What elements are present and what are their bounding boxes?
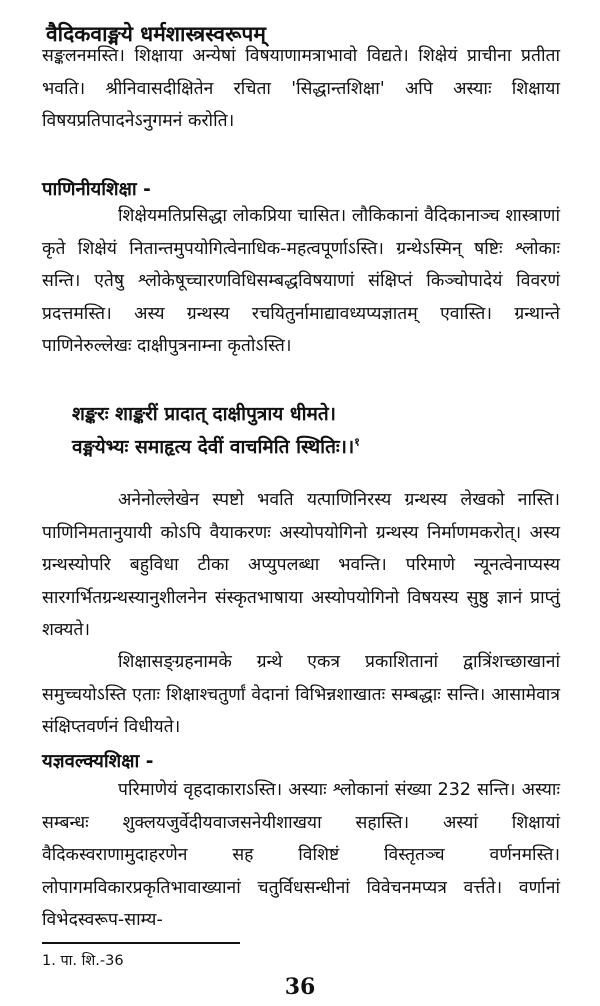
verse-line-1: शङ्करः शाङ्करीं प्रादात् दाक्षीपुत्राय धीमते।: [72, 403, 336, 425]
paniniya-paragraph: शिक्षेयमतिप्रसिद्धा लोकप्रिया चासित। लौकिकानां वैदिकानाञ्च शास्त्राणां कृते शिक्षेयं नितान्तमुपयोगित्वेनाधिक-महत्वपूर्णाऽस्ति। ग्रन्थेऽस्मिन् षष्टिः श्लोकाः सन्ति। एतेषु श्लोकेषूच्चारणविधिसम्बद्धविषयाणां संक्षिप्तं किञ्चोपादेयं विवरणं प्रदत्तमस्ति। अस्य ग्रन्थस्य रचयितुर्नामाद्यावध्यप्यज्ञातम् एवास्ति। ग्रन्थान्ते पाणिनेरुल्लेखः दाक्षीपुत्रनाम्ना कृतोऽस्ति।: [42, 206, 560, 357]
footnote-divider: [42, 942, 240, 944]
section-heading-yajnavalkya: यज्ञवल्क्यशिक्षा -: [42, 751, 154, 772]
section-heading-paniniya: पाणिनीयशिक्षा -: [42, 179, 151, 200]
intro-paragraph: सङ्कलनमस्ति। शिक्षाया अन्येषां विषयाणामत्राभावो विद्यते। शिक्षेयं प्राचीना प्रतीता भवति। श्रीनिवासदीक्षितेन रचिता 'सिद्धान्तशिक्षा' अपि अस्याः शिक्षाया विषयप्रतिपादनेऽनुगमनं करोति।: [42, 46, 560, 132]
footnote: 1. पा. शि.-36: [42, 953, 124, 969]
footnote-marker: १: [354, 435, 360, 449]
page-header: वैदिकवाङ्मये धर्मशास्त्रस्वरूपम्: [46, 22, 266, 46]
yajnavalkya-paragraph: परिमाणेयं वृहदाकाराऽस्ति। अस्याः श्लोकानां संख्या 232 सन्ति। अस्याः सम्बन्धः शुक्लयजुर्वेदीयवाजसनेयीशाखया सहास्ति। अस्यां शिक्षायां वैदिकस्वराणामुदाहरणेन सह विशिष्टं विस्तृतञ्च वर्णनमस्ति। लोपागमविकारप्रकृतिभावाख्यानां चतुर्विधसन्धीनां विवेचनमप्यत्र वर्त्तते। वर्णानां विभेदस्वरूप-साम्य-: [42, 780, 560, 931]
paniniya-paragraph-2: अनेनोल्लेखेन स्पष्टो भवति यत्पाणिनिरस्य ग्रन्थस्य लेखको नास्ति। पाणिनिमतानुयायी कोऽपि वैयाकरणः अस्योपयोगिनो ग्रन्थस्य निर्माणमकरोत्। अस्य ग्रन्थस्योपरि बहुविधा टीका अप्युपलब्धा भवन्ति। परिमाणे न्यूनत्वेनाप्यस्य सारगर्भितग्रन्थस्यानुशीलनेन संस्कृतभाषाया अस्योपयोगिनो विषयस्य सुष्ठु ज्ञानं प्राप्तुं शक्यते।: [42, 490, 560, 641]
page-number: 36: [284, 974, 316, 1000]
verse-line-2: [72, 433, 360, 459]
shiksha-sangraha-paragraph: शिक्षासङ्ग्रहनामके ग्रन्थे एकत्र प्रकाशितानां द्वात्रिंशच्छाखानां समुच्चयोऽस्ति एताः शिक्षाश्चतुर्णां वेदानां विभिन्नशाखातः सम्बद्धाः सन्ति। आसामेवात्र संक्षिप्तवर्णनं विधीयते।: [42, 652, 560, 738]
verse-line-2-text: वङ्मयेभ्यः समाहृत्य देवीं वाचमिति स्थितिः।।: [72, 436, 355, 458]
